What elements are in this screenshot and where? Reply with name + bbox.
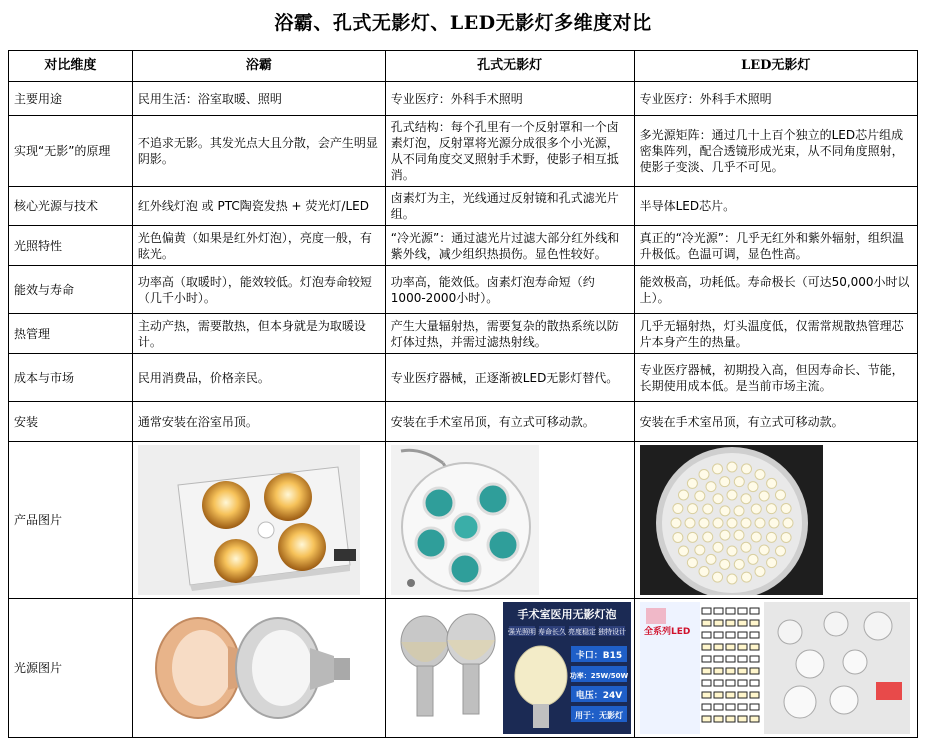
led-chip (750, 692, 759, 698)
bulb-panel-header: 手术室医用无影灯泡 (517, 608, 617, 621)
source-image-row (9, 599, 918, 738)
led-chip-image (634, 599, 917, 738)
led-chip (714, 704, 723, 710)
led-chip (738, 608, 747, 614)
led-dot (741, 464, 751, 474)
cell-led-lamp: 专业医疗：外科手术照明 (634, 82, 917, 116)
row-dimension: 成本与市场 (9, 354, 133, 402)
cell-bath-heater: 光色偏黄（如果是红外灯泡），亮度一般，有眩光。 (132, 226, 385, 266)
led-chip (750, 716, 759, 722)
cell-led-lamp: 多光源矩阵：通过几十上百个独立的LED芯片组成密集阵列，配合透镜形成光束，从不同角度照射，使影子变淡、几乎不可见。 (634, 116, 917, 187)
led-dot (702, 504, 712, 514)
led-chip (726, 680, 735, 686)
led-dot (694, 491, 704, 501)
table-row (9, 266, 918, 314)
bulb-badge: 亮度稳定 (567, 628, 596, 636)
led-chip (726, 644, 735, 650)
led-dot (748, 554, 758, 564)
led-dot (671, 518, 681, 528)
led-chip (738, 656, 747, 662)
led-dot (734, 559, 744, 569)
row-dimension: 实现“无影”的原理 (9, 116, 133, 187)
cell-led-lamp: 能效极高，功耗低。寿命极长（可达50,000小时以上）。 (634, 266, 917, 314)
row-dimension: 热管理 (9, 314, 133, 354)
cell-hole-lamp: “冷光源”：通过滤光片过滤大部分红外线和紫外线，减少组织热损伤。显色性较好。 (385, 226, 634, 266)
led-chip (750, 704, 759, 710)
row-dimension: 能效与寿命 (9, 266, 133, 314)
led-chip (726, 620, 735, 626)
cell-hole-lamp: 产生大量辐射热，需要复杂的散热系统以防灯体过热，并需过滤热射线。 (385, 314, 634, 354)
row-dimension: 光照特性 (9, 226, 133, 266)
led-chip (714, 632, 723, 638)
led-chip (750, 668, 759, 674)
led-chip (750, 608, 759, 614)
led-chip (702, 680, 711, 686)
led-chip (738, 716, 747, 722)
led-chip (750, 620, 759, 626)
led-dot (755, 470, 765, 480)
led-dot (755, 518, 765, 528)
led-chip (702, 716, 711, 722)
bulb-tag: 功率：25W/50W (569, 672, 629, 680)
led-chip (714, 668, 723, 674)
led-dot (720, 530, 730, 540)
led-dot (727, 518, 737, 528)
led-lamp-illustration (640, 445, 823, 595)
led-dot (734, 530, 744, 540)
led-dot (727, 490, 737, 500)
led-chip (714, 644, 723, 650)
led-chip (750, 632, 759, 638)
led-chip (714, 620, 723, 626)
led-chip (726, 656, 735, 662)
cell-hole-lamp: 专业医疗器械，正逐渐被LED无影灯替代。 (385, 354, 634, 402)
table-row (9, 226, 918, 266)
led-dot (672, 532, 682, 542)
led-chip (702, 704, 711, 710)
led-chip (714, 656, 723, 662)
led-chip (702, 692, 711, 698)
hole-lamp-illustration (391, 445, 539, 595)
row-dimension: 光源图片 (9, 599, 133, 738)
led-dot (687, 558, 697, 568)
bath-heater-product-image (132, 442, 385, 599)
cell-bath-heater: 民用消费品，价格亲民。 (132, 354, 385, 402)
led-dot (706, 554, 716, 564)
led-dot (713, 518, 723, 528)
led-dot (741, 542, 751, 552)
led-chip (738, 704, 747, 710)
led-dot (775, 490, 785, 500)
led-dot (766, 558, 776, 568)
bulb-badge: 强光照明 (507, 628, 536, 636)
led-dot (712, 572, 722, 582)
led-chip (726, 668, 735, 674)
led-chip (702, 644, 711, 650)
led-dot (751, 504, 761, 514)
led-dot (713, 542, 723, 552)
bulb-badge: 独特设计 (597, 628, 626, 636)
led-dot (702, 532, 712, 542)
led-chip (702, 608, 711, 614)
bulb-badge: 寿命长久 (537, 628, 566, 636)
led-chip (738, 620, 747, 626)
header-dimension: 对比维度 (9, 51, 133, 82)
led-chip (714, 608, 723, 614)
header-led-lamp: LED无影灯 (634, 51, 917, 82)
led-panel-label: 全系列LED (643, 627, 690, 637)
led-dot (734, 477, 744, 487)
led-dot (748, 482, 758, 492)
led-chip (726, 704, 735, 710)
led-dot (766, 532, 776, 542)
led-dot (783, 518, 793, 528)
led-chip (738, 692, 747, 698)
bulb-tag: 用于：无影灯 (574, 711, 623, 720)
cell-led-lamp: 几乎无辐射热，灯头温度低，仅需常规散热管理芯片本身产生的热量。 (634, 314, 917, 354)
bulb-tag: 卡口：B15 (575, 651, 622, 661)
led-chip (750, 656, 759, 662)
table-row (9, 116, 918, 187)
led-dot (769, 518, 779, 528)
cell-bath-heater: 红外线灯泡 或 PTC陶瓷发热 + 荧光灯/LED (132, 187, 385, 226)
led-dot (741, 494, 751, 504)
row-dimension: 产品图片 (9, 442, 133, 599)
cell-bath-heater: 功率高（取暖时），能效较低。灯泡寿命较短（几千小时）。 (132, 266, 385, 314)
led-dot (699, 470, 709, 480)
led-chip (702, 656, 711, 662)
led-dot (687, 532, 697, 542)
led-dot (734, 506, 744, 516)
row-dimension: 核心光源与技术 (9, 187, 133, 226)
led-dot (687, 478, 697, 488)
led-chip (738, 644, 747, 650)
infrared-bulb-illustration (138, 602, 378, 734)
cell-hole-lamp: 专业医疗：外科手术照明 (385, 82, 634, 116)
led-chip (750, 680, 759, 686)
led-chip (726, 608, 735, 614)
led-dot (706, 482, 716, 492)
table-row (9, 82, 918, 116)
cell-bath-heater: 主动产热，需要散热，但本身就是为取暖设计。 (132, 314, 385, 354)
led-dot (727, 546, 737, 556)
led-chip (702, 620, 711, 626)
led-chip (726, 692, 735, 698)
led-dot (712, 464, 722, 474)
led-chip (714, 692, 723, 698)
hole-lamp-product-image (385, 442, 634, 599)
cell-bath-heater: 不追求无影。其发光点大且分散，会产生明显阴影。 (132, 116, 385, 187)
led-chip (738, 668, 747, 674)
cell-hole-lamp: 功率高，能效低。卤素灯泡寿命短（约1000-2000小时）。 (385, 266, 634, 314)
cell-led-lamp: 半导体LED芯片。 (634, 187, 917, 226)
bath-heater-illustration (138, 445, 360, 595)
led-dot (687, 504, 697, 514)
halogen-bulb-illustration (391, 602, 631, 734)
page-title: 浴霸、孔式无影灯、LED无影灯多维度对比 (274, 12, 652, 34)
led-dot (678, 490, 688, 500)
table-row (9, 314, 918, 354)
led-chip-illustration (640, 602, 910, 734)
hole-lamp-bulb-image (385, 599, 634, 738)
header-bath-heater: 浴霸 (132, 51, 385, 82)
table-row (9, 187, 918, 226)
led-dot (751, 532, 761, 542)
led-chip (702, 668, 711, 674)
led-chip (738, 680, 747, 686)
led-dot (741, 572, 751, 582)
header-hole-lamp: 孔式无影灯 (385, 51, 634, 82)
led-dot (727, 574, 737, 584)
led-chip (750, 644, 759, 650)
bulb-tag: 电压：24V (575, 691, 623, 701)
led-dot (672, 504, 682, 514)
led-chip (714, 716, 723, 722)
led-dot (699, 566, 709, 576)
led-dot (781, 504, 791, 514)
led-lamp-product-image (634, 442, 917, 599)
led-dot (781, 532, 791, 542)
comparison-table (8, 50, 918, 738)
led-dot (766, 504, 776, 514)
led-chip (726, 716, 735, 722)
led-dot (766, 478, 776, 488)
led-dot (720, 506, 730, 516)
led-dot (678, 546, 688, 556)
led-dot (685, 518, 695, 528)
cell-bath-heater: 通常安装在浴室吊顶。 (132, 402, 385, 442)
led-chip (726, 632, 735, 638)
led-dot (719, 477, 729, 487)
led-dot (755, 566, 765, 576)
led-chip (738, 632, 747, 638)
cell-led-lamp: 安装在手术室吊顶，有立式可移动款。 (634, 402, 917, 442)
cell-hole-lamp: 卤素灯为主，光线通过反射镜和孔式滤光片组。 (385, 187, 634, 226)
cell-hole-lamp: 孔式结构：每个孔里有一个反射罩和一个卤素灯泡，反射罩将光源分成很多个小光源，从不同角度交叉照射手术野，使影子相互抵消。 (385, 116, 634, 187)
row-dimension: 安装 (9, 402, 133, 442)
led-chip (714, 680, 723, 686)
led-dot (719, 559, 729, 569)
cell-led-lamp: 专业医疗器械，初期投入高，但因寿命长、节能，长期使用成本低。是当前市场主流。 (634, 354, 917, 402)
led-dot (759, 491, 769, 501)
bath-heater-bulb-image (132, 599, 385, 738)
led-dot (713, 494, 723, 504)
led-dot (741, 518, 751, 528)
product-image-row (9, 442, 918, 599)
row-dimension: 主要用途 (9, 82, 133, 116)
cell-bath-heater: 民用生活：浴室取暖、照明 (132, 82, 385, 116)
header-row (9, 51, 918, 82)
cell-hole-lamp: 安装在手术室吊顶，有立式可移动款。 (385, 402, 634, 442)
led-chip (702, 632, 711, 638)
led-dot (759, 545, 769, 555)
led-dot (699, 518, 709, 528)
led-dot (775, 546, 785, 556)
led-dot (727, 462, 737, 472)
cell-led-lamp: 真正的“冷光源”：几乎无红外和紫外辐射，组织温升极低。色温可调，显色性高。 (634, 226, 917, 266)
table-row (9, 402, 918, 442)
table-row (9, 354, 918, 402)
led-dot (694, 545, 704, 555)
